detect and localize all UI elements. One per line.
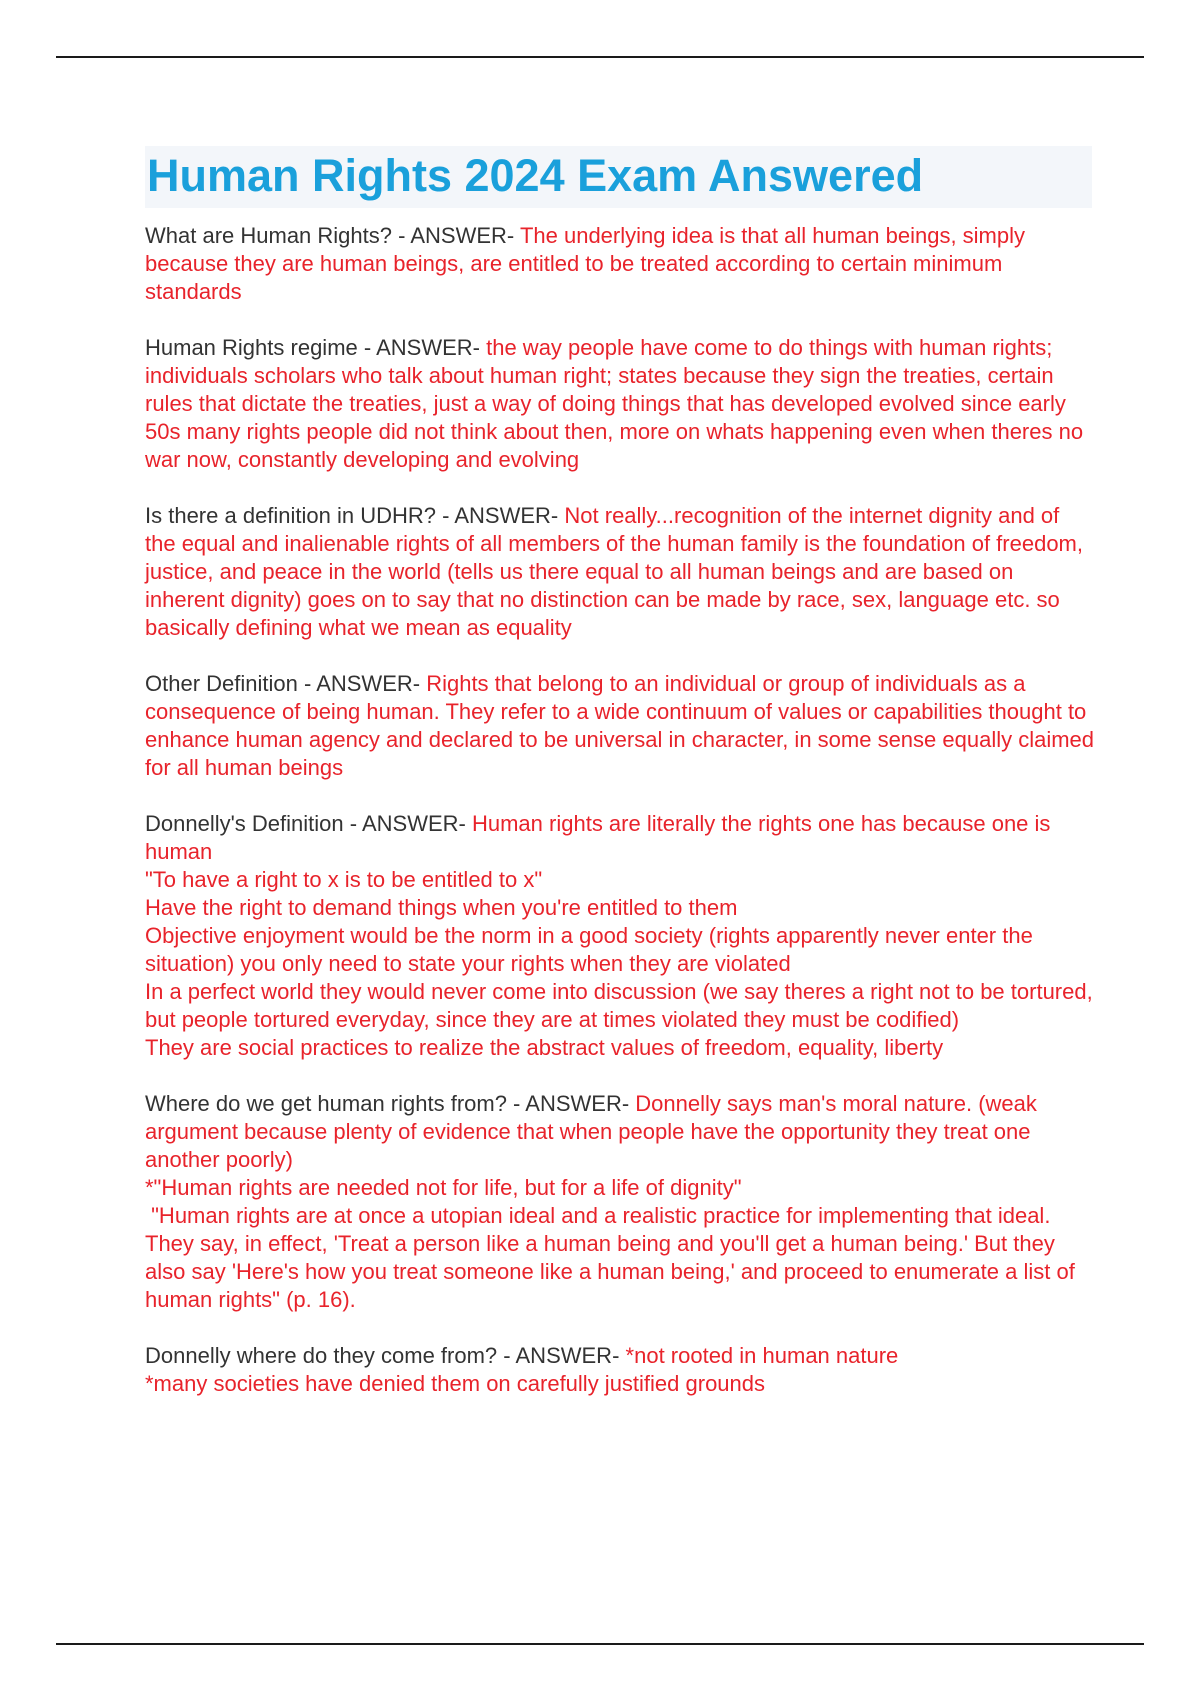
answer-line: "To have a right to x is to be entitled to x" [145,867,543,892]
answer-line: *"Human rights are needed not for life, but for a life of dignity" [145,1175,742,1200]
answer-line: Have the right to demand things when you're entitled to them [145,895,738,920]
answer-text: Rights that belong to an individual or group of individuals as a consequence of being human. They refer to a wide continuum of values or capabilities thought to enhance human agency and declared to be universal in character, in some sense equally claimed for all human beings [145,671,1095,780]
qa-item [145,670,1095,782]
question-text: What are Human Rights? - ANSWER- [145,223,515,248]
question-text: Human Rights regime - ANSWER- [145,335,480,360]
answer-line: *many societies have denied them on carefully justified grounds [145,1371,766,1396]
answer-line: Objective enjoyment would be the norm in a good society (rights apparently never enter the situation) you only need to state your rights when they are violated [145,923,1033,976]
answer-line: In a perfect world they would never come into discussion (we say theres a right not to be tortured, but people tortured everyday, since they are at times violated they must be codified) [145,979,1093,1032]
question-text: Other Definition - ANSWER- [145,671,421,696]
document-body [145,146,1095,1426]
qa-item [145,810,1095,1062]
bottom-rule [56,1643,1144,1645]
answer-text: Human rights are literally the rights one has because one is human [145,811,1051,864]
qa-item [145,334,1095,474]
qa-item [145,222,1095,306]
question-text: Donnelly where do they come from? - ANSWER- [145,1343,620,1368]
qa-item [145,1090,1095,1314]
top-rule [56,56,1144,58]
answer-line: They are social practices to realize the abstract values of freedom, equality, liberty [145,1035,944,1060]
qa-item [145,502,1095,642]
title-banner [145,146,1092,208]
answer-text: The underlying idea is that all human beings, simply because they are human beings, are entitled to be treated according to certain minimum standards [145,223,1026,304]
answer-line: "Human rights are at once a utopian ideal and a realistic practice for implementing that ideal. They say, in effect, 'Treat a person like a human being and you'll get a human being.' But they also say 'Here's how you treat someone like a human being,' and proceed to enumerate a list of human rights" (p. 16). [145,1203,1081,1312]
answer-text: the way people have come to do things with human rights; individuals scholars who talk about human right; states because they sign the treaties, certain rules that dictate the treaties, just a way of doing things that has developed evolved since early 50s many rights people did not think about then, more on whats happening even when theres no war now, constantly developing and evolving [145,335,1084,472]
answer-text: Donnelly says man's moral nature. (weak argument because plenty of evidence that when people have the opportunity they treat one another poorly) [145,1091,1037,1172]
question-text: Is there a definition in UDHR? - ANSWER- [145,503,559,528]
question-text: Donnelly's Definition - ANSWER- [145,811,466,836]
page-title: Human Rights 2024 Exam Answered [147,150,924,201]
answer-text: *not rooted in human nature [625,1343,899,1368]
answer-text: Not really...recognition of the internet dignity and of the equal and inalienable rights of all members of the human family is the foundation of freedom, justice, and peace in the world (tells us there equal to all human beings and are based on inherent dignity) goes on to say that no distinction can be made by race, sex, language etc. so basically defining what we mean as equality [145,503,1083,640]
question-text: Where do we get human rights from? - ANSWER- [145,1091,630,1116]
qa-item [145,1342,1095,1398]
